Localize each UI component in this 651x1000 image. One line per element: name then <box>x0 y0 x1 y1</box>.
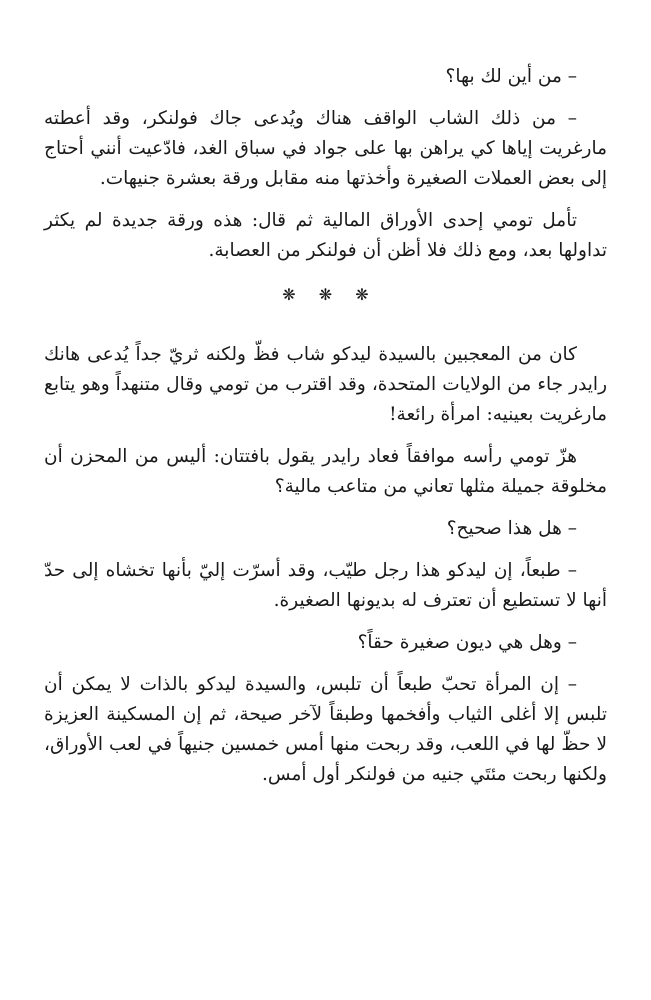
dialog-line: – إن المرأة تحبّ طبعاً أن تلبس، والسيدة ليدكو بالذات لا يمكن أن تلبس إلا أغلى الثياب وأفخمها وطبقاً لآخر صيحة، ثم إن المسكينة العزيزة لا حظّ لها في اللعب، وقد ربحت منها أمس خمسين جنيهاً في لعب الأوراق، ولكنها ربحت مئتَي جنيه من فولنكر أول أمس. <box>44 674 607 785</box>
dialog-line: – طبعاً، إن ليدكو هذا رجل طيّب، وقد أسرّت إليّ بأنها تخشاه إلى حدّ أنها لا تستطيع أن تعترف له بديونها الصغيرة. <box>44 560 607 611</box>
asterism-glyph: ❋ <box>318 285 333 304</box>
asterism-glyph: ❋ <box>282 285 296 304</box>
dialog-line: – هل هذا صحيح؟ <box>446 518 577 539</box>
dialog-line: – من ذلك الشاب الواقف هناك ويُدعى جاك فولنكر، وقد أعطته مارغريت إياها كي يراهن بها على جواد في سباق الغد، فادّعيت أنني أحتاج إلى بعض العملات الصغيرة وأخذتها منه مقابل ورقة بعشرة جنيهات. <box>44 108 607 189</box>
dialog-line: – وهل هي ديون صغيرة حقاً؟ <box>357 632 577 653</box>
narration-paragraph: هزّ تومي رأسه موافقاً فعاد رايدر يقول بافتتان: أليس من المحزن أن مخلوقة جميلة مثلها تعاني من متاعب مالية؟ <box>44 446 607 497</box>
dialog-line: – من أين لك بها؟ <box>445 66 577 87</box>
asterism-glyph: ❋ <box>355 285 369 304</box>
section-separator <box>44 280 607 310</box>
narration-paragraph: تأمل تومي إحدى الأوراق المالية ثم قال: هذه ورقة جديدة لم يكثر تداولها بعد، ومع ذلك فلا أظن أن فولنكر من العصابة. <box>44 210 607 261</box>
narration-paragraph: كان من المعجبين بالسيدة ليدكو شاب فظّ ولكنه ثريّ جداً يُدعى هانك رايدر جاء من الولايات المتحدة، وقد اقترب من تومي وقال متنهداً وهو يتابع مارغريت بعينيه: امرأة رائعة! <box>44 344 607 425</box>
